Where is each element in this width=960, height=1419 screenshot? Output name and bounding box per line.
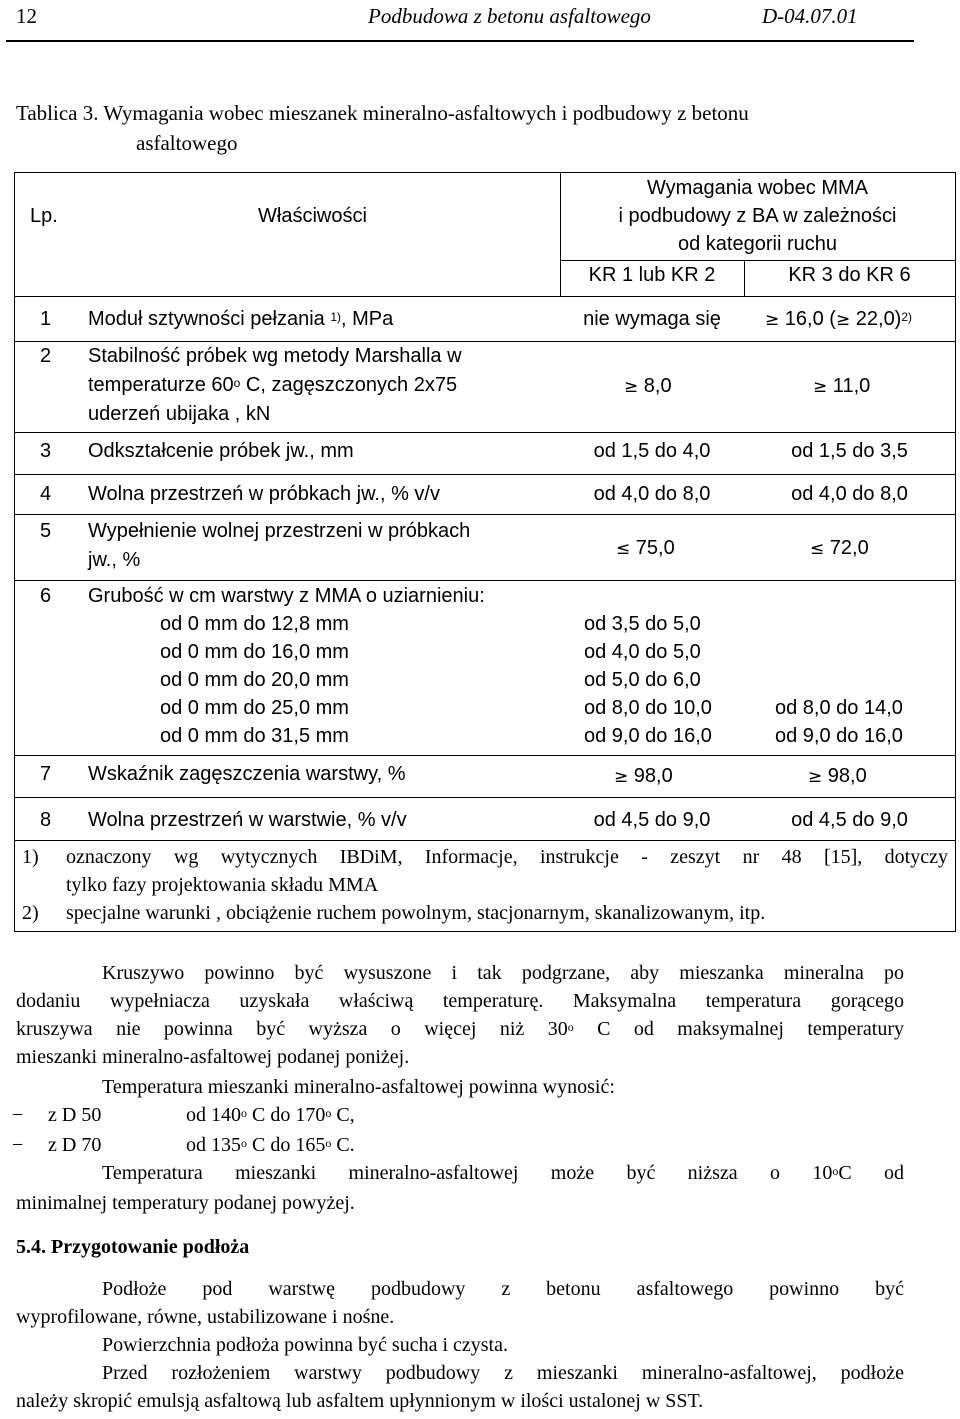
row-number: 8 [40, 809, 52, 831]
value-kr1: od 8,0 do 10,0 [584, 697, 712, 719]
footnote-number: 2) [22, 902, 39, 924]
header-lp: Lp. [30, 205, 58, 227]
row-property-line1: Stabilność próbek wg metody Marshalla w [88, 345, 462, 367]
header-requirements-line2: i podbudowy z BA w zależności [618, 205, 897, 227]
row-number: 7 [40, 763, 52, 785]
value-kr3: ≥ 11,0 [813, 375, 871, 397]
value-kr3: od 4,5 do 9,0 [791, 809, 908, 831]
row-property: Moduł sztywności pełzania $^{1)}$, MPa [88, 308, 394, 330]
row-number: 1 [40, 308, 52, 330]
running-title: Podbudowa z betonu asfaltowego [368, 4, 651, 28]
header-kr1: KR 1 lub KR 2 [588, 264, 716, 286]
paragraph-6-line1: Przed rozłożeniem warstwy podbudowy z mieszanki mineralno-asfaltowej, podłoże [102, 1362, 904, 1384]
paragraph-4-line1: Podłoże pod warstwę podbudowy z betonu asfaltowego powinno być [102, 1278, 904, 1300]
value-kr3: ≤ 72,0 [810, 537, 869, 559]
value-kr1: od 4,5 do 9,0 [593, 809, 711, 831]
section-heading: 5.4. Przygotowanie podłoża [16, 1236, 250, 1258]
paragraph-4-line2: wyprofilowane, równe, ustabilizowane i nośne. [16, 1306, 395, 1328]
row-property-line1: Wypełnienie wolnej przestrzeni w próbkach [88, 520, 471, 542]
row-number: 5 [40, 520, 52, 542]
value-kr1: ≥ 8,0 [624, 375, 672, 397]
row-property: Wolna przestrzeń w próbkach jw., % v/v [88, 483, 440, 505]
paragraph-3-line1: Temperatura mieszanki mineralno-asfaltowej może być niższa o 10$^o$C od [102, 1162, 905, 1184]
paragraph-3-line2: minimalnej temperatury podanej powyżej. [16, 1192, 355, 1214]
paragraph-1-line2: dodaniu wypełniacza uzyskała właściwą temperaturę. Maksymalna temperatura gorącego [16, 990, 904, 1012]
grain-size-2: od 0 mm do 16,0 mm [160, 641, 349, 663]
paragraph-1-line4: mieszanki mineralno-asfaltowej podanej poniżej. [16, 1046, 410, 1068]
dash-bullet: − [12, 1134, 24, 1156]
value-kr1: ≥ 98,0 [614, 765, 673, 787]
header-requirements-line1: Wymagania wobec MMA [646, 177, 868, 199]
grain-size-1: od 0 mm do 12,8 mm [160, 613, 349, 635]
footnote-text: tylko fazy projektowania składu MMA [66, 874, 379, 896]
document-code: D-04.07.01 [762, 4, 858, 28]
header-rule [6, 40, 914, 42]
dash-bullet: − [12, 1104, 24, 1126]
row-property: Odkształcenie próbek jw., mm [88, 440, 354, 462]
table-caption-line2: asfaltowego [136, 131, 238, 155]
value-kr3: od 1,5 do 3,5 [791, 440, 908, 462]
value-kr1: od 1,5 do 4,0 [593, 440, 711, 462]
value-kr3: ≥ 98,0 [808, 765, 867, 787]
grain-size-3: od 0 mm do 20,0 mm [160, 669, 349, 691]
row-property: Wolna przestrzeń w warstwie, % v/v [88, 809, 407, 831]
footnote-text: oznaczony wg wytycznych IBDiM, Informacje, instrukcje - zeszyt nr 48 [15], dotyczy [66, 846, 948, 868]
row-property-line2: jw., % [88, 549, 141, 571]
grain-size-4: od 0 mm do 25,0 mm [160, 697, 349, 719]
value-kr1: od 9,0 do 16,0 [584, 725, 712, 747]
value-kr3: ≥ 16,0 (≥ 22,0)$^{2)}$ [765, 308, 913, 330]
paragraph-5: Powierzchnia podłoża powinna być sucha i czysta. [102, 1334, 508, 1356]
paragraph-6-line2: należy skropić emulsją asfaltową lub asfaltem upłynnionym w ilości ustalonej w SST. [16, 1390, 704, 1412]
header-requirements-line3: od kategorii ruchu [678, 233, 837, 255]
row-number: 3 [40, 440, 52, 462]
row-property-line1: Grubość w cm warstwy z MMA o uziarnieniu: [88, 585, 485, 607]
paragraph-2: Temperatura mieszanki mineralno-asfaltowej powinna wynosić: [102, 1076, 615, 1098]
page-number: 12 [16, 4, 37, 28]
list-item-label: z D 70 [48, 1134, 102, 1156]
row-property: Wskaźnik zagęszczenia warstwy, % [88, 763, 406, 785]
footnote-number: 1) [22, 846, 39, 868]
footnote-text: specjalne warunki , obciążenie ruchem powolnym, stacjonarnym, skanalizowanym, itp. [66, 902, 766, 924]
header-kr3: KR 3 do KR 6 [788, 264, 911, 286]
row-number: 2 [40, 345, 52, 367]
grain-size-5: od 0 mm do 31,5 mm [160, 725, 349, 747]
list-item-label: z D 50 [48, 1104, 102, 1126]
value-kr1: od 5,0 do 6,0 [584, 669, 701, 691]
value-kr3: od 8,0 do 14,0 [775, 697, 903, 719]
value-kr1: ≤ 75,0 [616, 537, 675, 559]
list-item-value: od 135$^o$ C do 165$^o$ C. [186, 1134, 355, 1156]
value-kr1: nie wymaga się [583, 308, 721, 330]
value-kr1: od 4,0 do 8,0 [593, 483, 711, 505]
row-number: 6 [40, 585, 52, 607]
table-caption-line1: Tablica 3. Wymagania wobec mieszanek mineralno-asfaltowych i podbudowy z betonu [16, 101, 749, 125]
header-properties: Właściwości [258, 205, 367, 227]
value-kr3: od 9,0 do 16,0 [775, 725, 903, 747]
row-number: 4 [40, 483, 52, 505]
row-property-line2: temperaturze 60$^o$ C, zagęszczonych 2x75 [88, 374, 458, 396]
value-kr1: od 3,5 do 5,0 [584, 613, 701, 635]
list-item-value: od 140$^o$ C do 170$^o$ C, [186, 1104, 355, 1126]
value-kr3: od 4,0 do 8,0 [791, 483, 908, 505]
row-property-line3: uderzeń ubijaka , kN [88, 403, 271, 425]
paragraph-1-line1: Kruszywo powinno być wysuszone i tak podgrzane, aby mieszanka mineralna po [102, 962, 904, 984]
paragraph-1-line3: kruszywa nie powinna być wyższa o więcej niż 30$^o$ C od maksymalnej temperatury [16, 1018, 904, 1040]
value-kr1: od 4,0 do 5,0 [584, 641, 701, 663]
